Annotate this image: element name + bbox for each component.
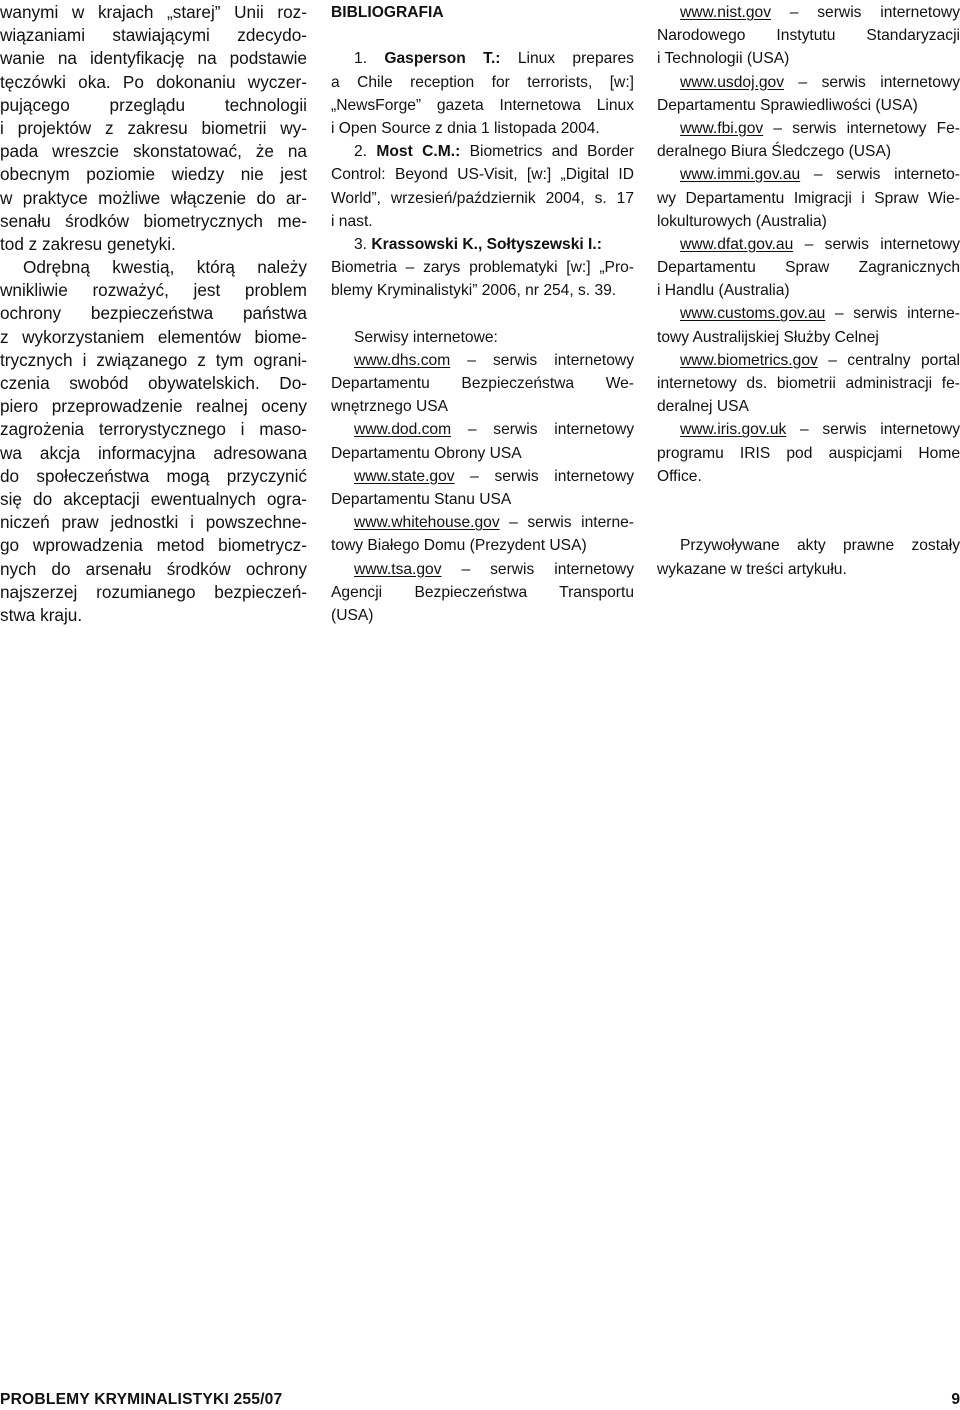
- page-number: 9: [951, 1391, 960, 1408]
- website-entry: www.dhs.com – serwis internetowy Departamentu Bezpieczeństwa We- wnętrznego USA: [331, 351, 634, 416]
- website-entry: www.biometrics.gov – centralny portal internetowy ds. biometrii administracji fe- deralnej USA: [657, 351, 960, 416]
- bibliography-author: Most C.M.: [376, 143, 456, 161]
- website-entry: www.immi.gov.au – serwis interneto- wy Departamentu Imigracji i Spraw Wie- lokulturowych (Australia): [657, 166, 960, 230]
- body-line: wiązaniami stawiającymi zdecydo-: [0, 25, 307, 46]
- website-url[interactable]: www.customs.gov.au: [680, 305, 826, 323]
- body-line: do społeczeństwa mogą przyczynić: [0, 465, 307, 486]
- website-url[interactable]: www.immi.gov.au: [680, 166, 801, 184]
- body-line: wanie na identyfikację na podstawie: [0, 48, 307, 69]
- website-url[interactable]: www.dod.com: [354, 421, 452, 439]
- website-entry: www.dfat.gov.au – serwis internetowy Departamentu Spraw Zagranicznych i Handlu (Australia): [657, 235, 960, 300]
- body-line: Odrębną kwestią, którą należy: [23, 257, 307, 278]
- website-entry: www.dod.com – serwis internetowy Departamentu Obrony USA: [331, 421, 634, 462]
- website-url[interactable]: www.state.gov: [354, 467, 455, 485]
- legal-acts-note: Przywoływane akty prawne zostały wykazane w treści artykułu.: [657, 537, 960, 578]
- website-url[interactable]: www.tsa.gov: [354, 560, 442, 578]
- website-url[interactable]: www.usdoj.gov: [680, 73, 785, 91]
- websites-heading: Serwisy internetowe:: [354, 328, 498, 346]
- body-line: niczeń praw jednostki i powszechne-: [0, 512, 307, 533]
- body-line: wa akcja informacyjna adresowana: [0, 442, 307, 463]
- journal-footer: PROBLEMY KRYMINALISTYKI 255/07: [0, 1391, 283, 1408]
- website-entry: www.whitehouse.gov – serwis interne- towy Białego Domu (Prezydent USA): [331, 514, 634, 555]
- website-url[interactable]: www.nist.gov: [680, 4, 771, 21]
- body-line: senału środków biometrycznych me-: [0, 210, 307, 231]
- body-line: trycznych i związanego z tym ograni-: [0, 349, 307, 370]
- body-line: stwa kraju.: [0, 604, 83, 625]
- body-line: go wprowadzenia metod biometrycz-: [0, 535, 307, 556]
- body-line: obecnym poziomie wiedzy nie jest: [0, 164, 307, 185]
- body-line: piero przeprowadzenie realnej oceny: [0, 396, 307, 417]
- body-line: najszerzej rozumianego bezpieczeń-: [0, 581, 307, 602]
- website-url[interactable]: www.dfat.gov.au: [680, 235, 794, 253]
- body-line: wanymi w krajach „starej” Unii roz-: [0, 2, 307, 22]
- bibliography-item: 1. Gasperson T.: Linux prepares a Chile reception for terrorists, [w:] „NewsForge” gazeta Internetowa Linux i Open Source z dnia 1 listopada 2004.: [331, 50, 634, 137]
- website-entry: www.nist.gov – serwis internetowy Narodowego Instytutu Standaryzacji i Technologii (USA): [657, 4, 960, 68]
- body-line: pada wreszcie skonstatować, że na: [0, 141, 307, 162]
- body-line: czenia swobód obywatelskich. Do-: [0, 373, 307, 393]
- body-line: ochrony bezpieczeństwa państwa: [0, 303, 307, 324]
- body-line: nych do arsenału środków ochrony: [0, 558, 307, 579]
- website-entry: www.tsa.gov – serwis internetowy Agencji Bezpieczeństwa Transportu (USA): [331, 560, 634, 624]
- body-line: z wykorzystaniem elementów biome-: [0, 326, 307, 347]
- website-url[interactable]: www.biometrics.gov: [680, 351, 818, 369]
- website-url[interactable]: www.whitehouse.gov: [354, 514, 500, 532]
- body-line: się do akceptacji ewentualnych ogra-: [0, 488, 307, 509]
- website-url[interactable]: www.fbi.gov: [680, 119, 764, 137]
- website-entry: www.fbi.gov – serwis internetowy Fe- deralnego Biura Śledczego (USA): [657, 119, 960, 161]
- website-entry: www.state.gov – serwis internetowy Departamentu Stanu USA: [331, 467, 634, 508]
- body-line: tęczówki oka. Po dokonaniu wyczer-: [0, 71, 307, 92]
- website-url[interactable]: www.dhs.com: [354, 351, 451, 369]
- bibliography-author: Krassowski K., Sołtyszewski I.: [371, 235, 597, 253]
- website-entry: www.usdoj.gov – serwis internetowy Departamentu Sprawiedliwości (USA): [657, 73, 960, 114]
- bibliography-column: [331, 0, 634, 627]
- website-entry: www.iris.gov.uk – serwis internetowy programu IRIS pod auspicjami Home Office.: [657, 421, 960, 485]
- website-url[interactable]: www.iris.gov.uk: [680, 421, 787, 439]
- body-line: zagrożenia terrorystycznego i maso-: [0, 419, 307, 440]
- bibliography-heading: BIBLIOGRAFIA: [331, 4, 444, 21]
- bibliography-author: Gasperson T.: [384, 50, 496, 68]
- body-line: pującego przeglądu technologii: [0, 94, 307, 115]
- bibliography-item: 2. Most C.M.: Biometrics and Border Control: Beyond US-Visit, [w:] „Digital ID World”, wrzesień/październik 2004, s. 17 i nast.: [331, 143, 634, 230]
- websites-column: [657, 0, 960, 581]
- body-line: wnikliwie rozważyć, jest problem: [0, 280, 307, 301]
- article-body-column: [0, 0, 307, 627]
- bibliography-item: 3. Krassowski K., Sołtyszewski I.: Biometria – zarys problematyki [w:] „Pro- blemy Kryminalistyki” 2006, nr 254, s. 39.: [331, 235, 634, 300]
- website-entry: www.customs.gov.au – serwis interne- towy Australijskiej Służby Celnej: [657, 305, 960, 346]
- body-line: i projektów z zakresu biometrii wy-: [0, 117, 307, 138]
- body-line: w praktyce możliwe włączenie do ar-: [0, 187, 307, 208]
- body-line: tod z zakresu genetyki.: [0, 233, 176, 254]
